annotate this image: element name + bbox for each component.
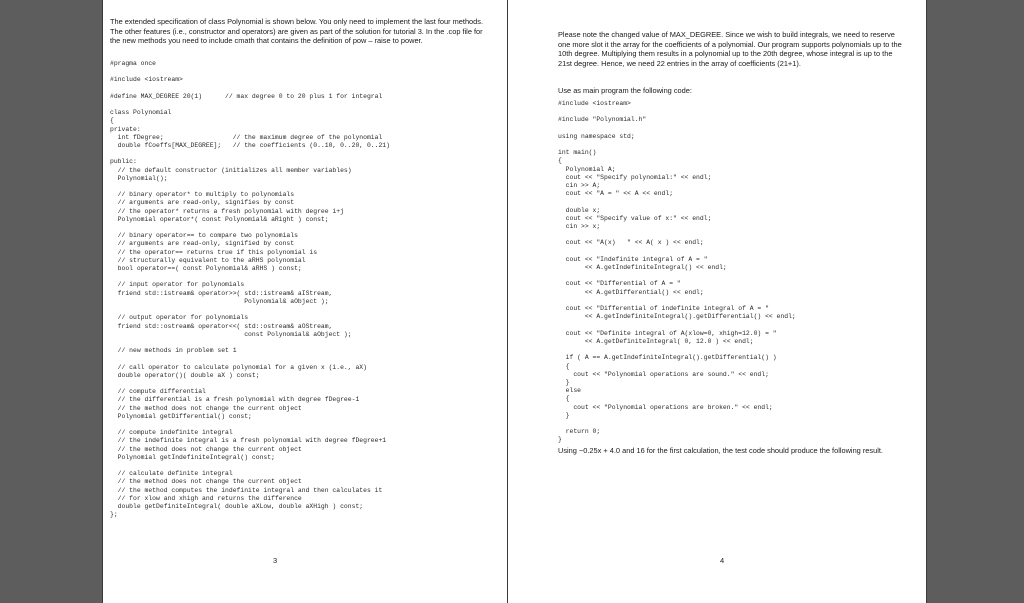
code-line: << A.getDefiniteIntegral( 0, 12.0 ) << endl; xyxy=(558,337,754,345)
code-line xyxy=(110,306,390,314)
code-line: // the differential is a fresh polynomial with degree fDegree-1 xyxy=(110,396,360,404)
code-line: Polynomial(); xyxy=(110,174,168,182)
code-line xyxy=(558,231,796,239)
code-line: private: xyxy=(110,125,141,133)
code-line xyxy=(110,183,390,191)
code-line: // compute indefinite integral xyxy=(110,429,233,437)
code-line xyxy=(110,68,390,76)
code-line: friend std::istream& operator>>( std::istream& aIStream, xyxy=(110,289,333,297)
code-line: // compute differential xyxy=(110,388,206,396)
code-line: // the method does not change the current object xyxy=(110,445,302,453)
code-line: // arguments are read-only, signifies by const xyxy=(110,199,295,207)
code-line: { xyxy=(558,395,570,403)
code-line: // the indefinite integral is a fresh polynomial with degree fDegree+1 xyxy=(110,437,387,445)
code-line: cin >> A; xyxy=(558,182,601,190)
code-line: // calculate definite integral xyxy=(110,470,233,478)
code-line: } xyxy=(558,436,562,444)
code-line xyxy=(558,297,796,305)
code-line: << A.getIndefiniteIntegral().getDifferential() << endl; xyxy=(558,313,796,321)
code-line xyxy=(558,346,796,354)
code-line xyxy=(558,272,796,280)
code-line: cout << "Differential of A = " xyxy=(558,280,681,288)
code-line xyxy=(558,198,796,206)
code-line: Polynomial operator*( const Polynomial& aRight ) const; xyxy=(110,215,329,223)
intro-paragraph: The extended specification of class Polynomial is shown below. You only need to implement the last four methods. The other features (i.e., constructor and operators) are given as part of the solution for tutorial 3. In the .cop file for the new methods you need to include cmath that contains the definition of pow – raise to power. xyxy=(110,17,484,46)
code-line: // arguments are read-only, signified by const xyxy=(110,240,295,248)
page-number: 3 xyxy=(273,556,278,565)
code-line: // structurally equivalent to the aRHS polynomial xyxy=(110,256,306,264)
code-line: // the method does not change the current object xyxy=(110,404,302,412)
code-line xyxy=(558,108,796,116)
code-line xyxy=(558,420,796,428)
code-line: cout << "Specify value of x:" << endl; xyxy=(558,214,712,222)
code-line: { xyxy=(558,157,562,165)
code-line: // the default constructor (initializes all member variables) xyxy=(110,166,352,174)
code-line: #pragma once xyxy=(110,60,157,67)
code-line: Polynomial A; xyxy=(558,165,616,173)
code-line: int main() xyxy=(558,149,597,157)
code-line: Polynomial getDifferential() const; xyxy=(110,412,252,420)
code-line: { xyxy=(558,362,570,370)
code-line: cout << "A = " << A << endl; xyxy=(558,190,674,198)
code-line: class Polynomial xyxy=(110,109,172,117)
result-note-paragraph: Using −0.25x + 4.0 and 16 for the first calculation, the test code should produce the following result. xyxy=(558,446,883,455)
document-page-right xyxy=(508,0,926,603)
code-line: // for xlow and xhigh and returns the difference xyxy=(110,494,302,502)
code-line xyxy=(110,150,390,158)
code-line: double x; xyxy=(558,206,601,214)
code-line: double operator()( double aX ) const; xyxy=(110,371,260,379)
code-line: // new methods in problem set 1 xyxy=(110,347,237,355)
code-line: return 0; xyxy=(558,428,601,436)
code-line: int fDegree; // the maximum degree of the polynomial xyxy=(110,133,383,141)
code-line xyxy=(110,380,390,388)
code-line: // binary operator== to compare two polynomials xyxy=(110,232,298,240)
note-paragraph: Please note the changed value of MAX_DEGREE. Since we wish to build integrals, we need to reserve one more slot it the array for the coefficients of a polynomial. Our program supports polynomials up to the 10th degree. Multiplying them results in a polynomial up to the 20th degree, whose integral is up to the 21st degree. Hence, we need 22 entries in the array of coefficients (21+1). xyxy=(558,30,902,68)
code-line: cout << "Differential of indefinite integral of A = " xyxy=(558,305,769,313)
code-line: << A.getIndefiniteIntegral() << endl; xyxy=(558,264,727,272)
code-line: if ( A == A.getIndefiniteIntegral().getDifferential() ) xyxy=(558,354,777,362)
code-line xyxy=(558,125,796,133)
main-program-code xyxy=(558,100,796,445)
code-line: { xyxy=(110,117,114,125)
code-line: public: xyxy=(110,158,137,166)
code-line: }; xyxy=(110,511,118,519)
code-line xyxy=(110,355,390,363)
code-line: cout << "Polynomial operations are sound." << endl; xyxy=(558,370,769,378)
code-line xyxy=(110,224,390,232)
code-line: double fCoeffs[MAX_DEGREE]; // the coefficients (0..10, 0..20, 0..21) xyxy=(110,142,390,150)
code-line: #define MAX_DEGREE 20(1) // max degree 0 to 20 plus 1 for integral xyxy=(110,92,383,100)
code-line xyxy=(110,85,390,93)
code-line: #include "Polynomial.h" xyxy=(558,116,647,124)
code-line: } xyxy=(558,378,570,386)
code-line xyxy=(110,339,390,347)
code-line: friend std::ostream& operator<<( std::ostream& aOStream, xyxy=(110,322,333,330)
code-line: // the operator* returns a fresh polynomial with degree i+j xyxy=(110,207,344,215)
code-line xyxy=(558,321,796,329)
main-program-heading: Use as main program the following code: xyxy=(558,86,692,95)
page-number: 4 xyxy=(720,556,725,565)
code-line xyxy=(110,101,390,109)
code-line: cout << "Definite integral of A(xlow=0, xhigh=12.0) = " xyxy=(558,329,777,337)
class-declaration-code xyxy=(110,60,390,519)
code-line: cout << "A(x) " << A( x ) << endl; xyxy=(558,239,704,247)
code-line: else xyxy=(558,387,582,395)
code-line: Polynomial& aObject ); xyxy=(110,297,329,305)
code-line: double getDefiniteIntegral( double aXLow, double aXHigh ) const; xyxy=(110,502,364,510)
document-page-left xyxy=(103,0,507,603)
code-line: #include <iostream> xyxy=(110,76,183,84)
code-line: } xyxy=(558,411,570,419)
code-line: cout << "Polynomial operations are broken." << endl; xyxy=(558,403,773,411)
code-line: cin >> x; xyxy=(558,223,601,231)
code-line: << A.getDifferential() << endl; xyxy=(558,288,704,296)
code-line: bool operator==( const Polynomial& aRHS ) const; xyxy=(110,265,302,273)
code-line: #include <iostream> xyxy=(558,100,631,107)
code-line: // input operator for polynomials xyxy=(110,281,245,289)
code-line: const Polynomial& aObject ); xyxy=(110,330,352,338)
code-line: // binary operator* to multiply to polynomials xyxy=(110,191,295,199)
code-line: // output operator for polynomials xyxy=(110,314,249,322)
code-line xyxy=(110,462,390,470)
code-line: cout << "Specify polynomial:" << endl; xyxy=(558,173,712,181)
code-line: // the method does not change the current object xyxy=(110,478,302,486)
code-line: cout << "Indefinite integral of A = " xyxy=(558,255,708,263)
code-line xyxy=(110,421,390,429)
code-line: Polynomial getIndefiniteIntegral() const; xyxy=(110,453,275,461)
code-line xyxy=(558,248,796,256)
code-line xyxy=(110,273,390,281)
code-line: // the method computes the indefinite integral and then calculates it xyxy=(110,486,383,494)
code-line: // the operator== returns true if this polynomial is xyxy=(110,248,318,256)
code-line: // call operator to calculate polynomial for a given x (i.e., aX) xyxy=(110,363,367,371)
code-line: using namespace std; xyxy=(558,132,635,140)
code-line xyxy=(558,141,796,149)
